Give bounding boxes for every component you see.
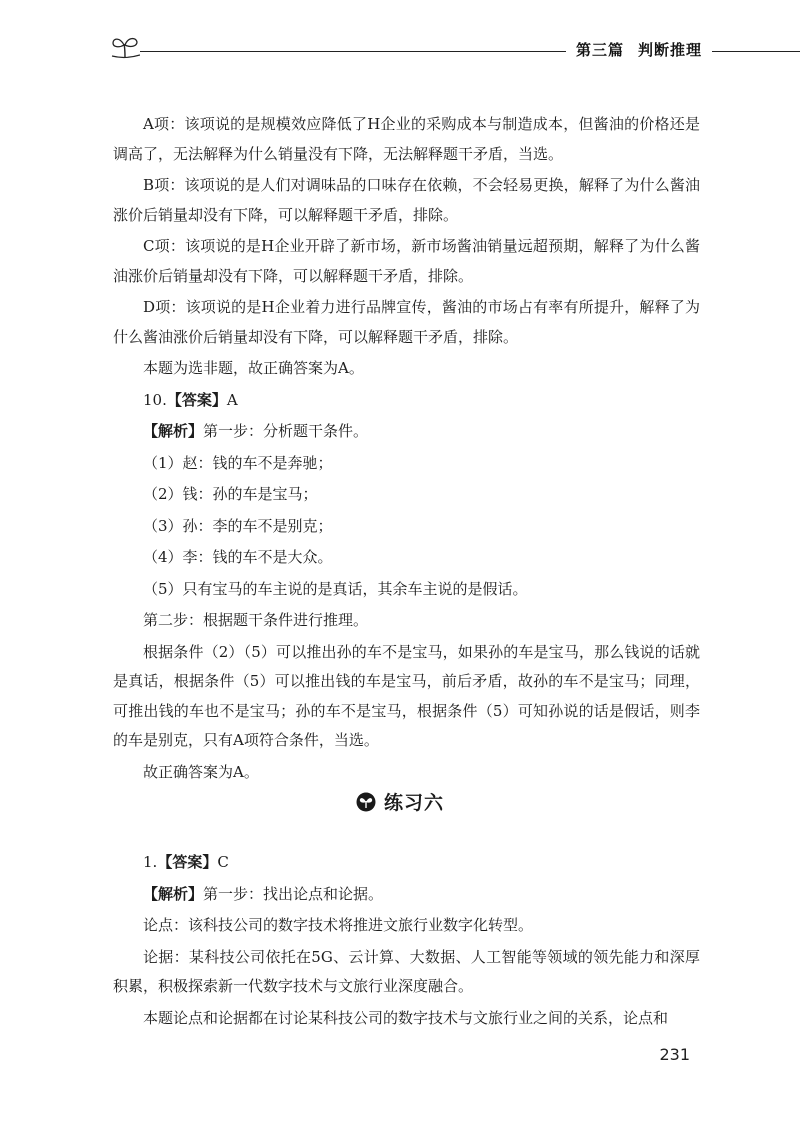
q1-argument: 论点：该科技公司的数字技术将推进文旅行业数字化转型。 <box>143 916 534 934</box>
option-d-analysis: D项：该项说的是H企业着力进行品牌宣传，酱油的市场占有率有所提升，解释了为什么酱油涨价后销量却没有下降，可以解释题干矛盾，排除。 <box>113 298 700 346</box>
q10-condition-3: （3）孙：李的车不是别克； <box>143 516 333 535</box>
q1-step1-text: 第一步：找出论点和论据。 <box>203 884 384 903</box>
q10-answer-tag: 【答案】 <box>166 390 227 409</box>
q10-reasoning: 根据条件（2）（5）可以推出孙的车不是宝马，如果孙的车是宝马，那么钱说的话就是真话，根据条件（5）可以推出钱的车是宝马，前后矛盾，故孙的车不是宝马；同理，可推出钱的车也不是宝马；孙的车不是宝马，根据条件（5）可知孙说的话是假话，则李的车是别克，只有A项符合条件，当选。 <box>113 642 700 749</box>
q9-conclusion: 本题为选非题，故正确答案为A。 <box>143 359 364 377</box>
q10-condition-4: （4）李：钱的车不是大众。 <box>143 548 333 566</box>
q10-step1-text: 第一步：分析题干条件。 <box>203 422 369 440</box>
q1-answer-line <box>113 848 700 878</box>
q10-condition-1: （1）赵：钱的车不是奔驰； <box>143 453 333 472</box>
option-b-analysis: B项：该项说的是人们对调味品的口味存在依赖，不会轻易更换，解释了为什么酱油涨价后销量却没有下降，可以解释题干矛盾，排除。 <box>113 176 700 224</box>
q10-step1 <box>113 417 700 447</box>
page-number: 231 <box>659 1045 690 1064</box>
q10-condition-5: （5）只有宝马的车主说的是真话，其余车主说的是假话。 <box>143 579 528 598</box>
q10-conclusion: 故正确答案为A。 <box>143 762 259 781</box>
q1-answer-tag: 【答案】 <box>157 853 218 871</box>
q10-answer: A <box>226 390 238 409</box>
q1-evidence: 论据：某科技公司依托在5G、云计算、大数据、人工智能等领域的领先能力和深厚积累，积极探索新一代数字技术与文旅行业深度融合。 <box>113 947 700 995</box>
main-content-bottom <box>113 848 700 1035</box>
main-content-top <box>113 110 700 789</box>
q1-continuation: 本题论点和论据都在讨论某科技公司的数字技术与文旅行业之间的关系，论点和 <box>143 1008 669 1027</box>
section-title: 练习六 <box>383 792 444 814</box>
option-a-analysis: A项：该项说的是规模效应降低了H企业的采购成本与制造成本，但酱油的价格还是调高了，无法解释为什么销量没有下降，无法解释题干矛盾，当选。 <box>113 115 700 163</box>
option-c-analysis: C项：该项说的是H企业开辟了新市场，新市场酱油销量远超预期，解释了为什么酱油涨价后销量却没有下降，可以解释题干矛盾，排除。 <box>113 237 700 285</box>
header-label <box>566 39 712 60</box>
section-heading <box>0 788 800 815</box>
q10-condition-2: （2）钱：孙的车是宝马； <box>143 485 318 503</box>
q1-step1 <box>113 880 700 910</box>
q1-number: 1. <box>143 853 158 871</box>
q10-number: 10. <box>143 390 167 409</box>
q10-analysis-tag: 【解析】 <box>143 422 204 440</box>
header-part: 第三篇 <box>575 41 624 59</box>
q1-answer: C <box>217 853 229 871</box>
page-header <box>100 30 800 66</box>
sprout-icon <box>110 34 140 60</box>
leaf-circle-icon <box>356 792 376 812</box>
q10-step2: 第二步：根据题干条件进行推理。 <box>143 611 369 629</box>
q10-answer-line <box>113 386 700 416</box>
header-chapter: 判断推理 <box>637 41 702 59</box>
q1-analysis-tag: 【解析】 <box>143 884 204 903</box>
